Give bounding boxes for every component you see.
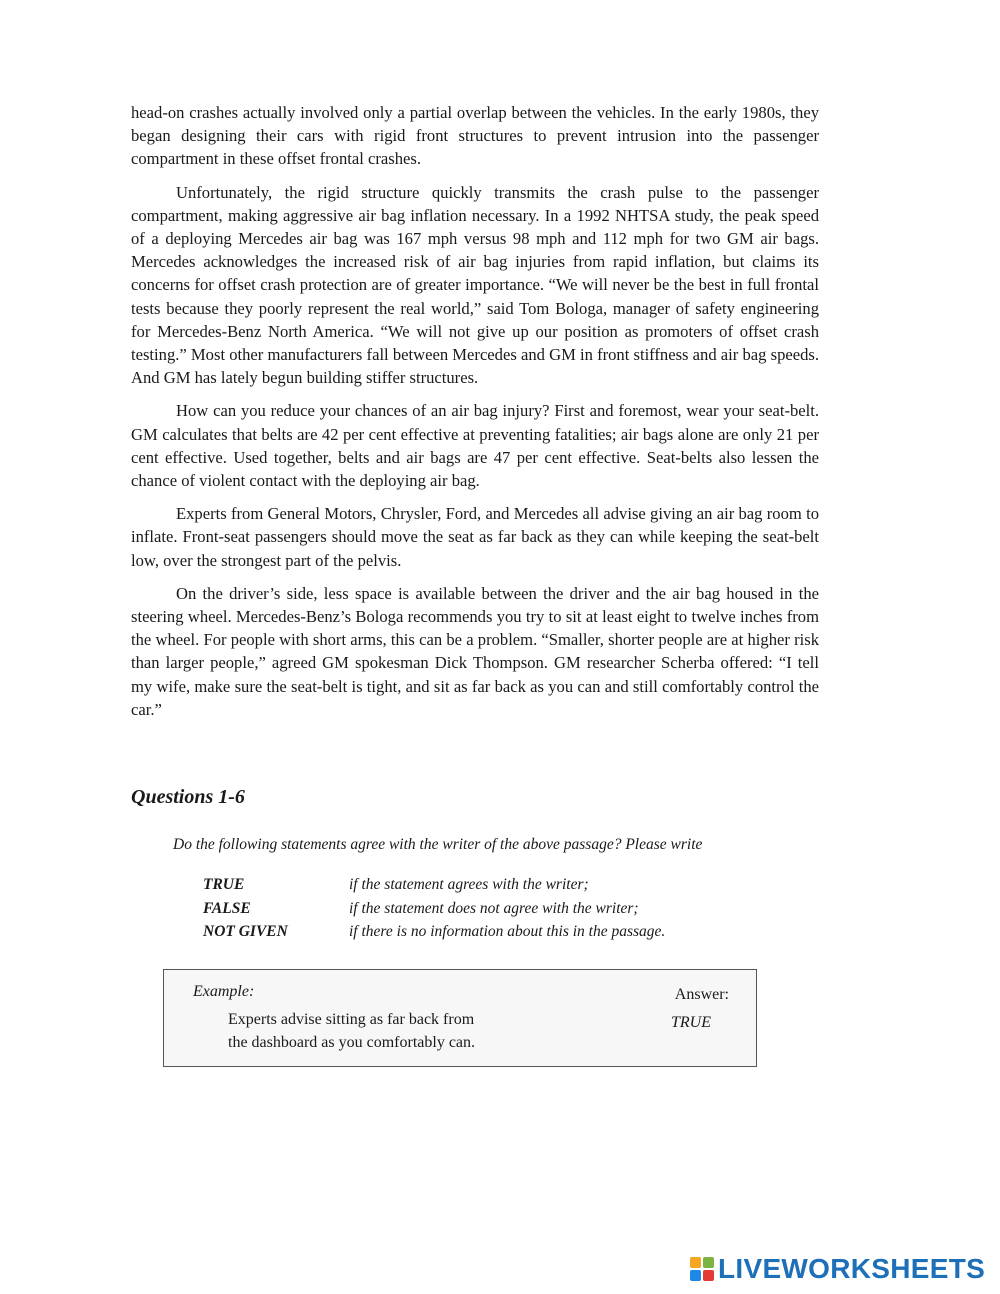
key-term: FALSE xyxy=(203,899,251,917)
liveworksheets-logo-icon xyxy=(690,1257,714,1281)
passage-paragraph-4: Experts from General Motors, Chrysler, Ford, and Mercedes all advise giving an air bag room to inflate. Front-seat passengers should move the seat as far back as they can while keeping the seat-belt low, over the strongest part of the pelvis. xyxy=(131,504,819,570)
logo-square-1 xyxy=(690,1257,701,1268)
questions-instruction: Do the following statements agree with the writer of the above passage? Please write xyxy=(173,836,703,853)
example-statement-line-2: the dashboard as you comfortably can. xyxy=(228,1033,476,1051)
liveworksheets-brand[interactable] xyxy=(690,1252,985,1286)
reading-passage xyxy=(131,101,819,731)
questions-heading: Questions 1-6 xyxy=(131,786,245,808)
passage-paragraph-1: head-on crashes actually involved only a partial overlap between the vehicles. In the early 1980s, they began designing their cars with rigid front structures to prevent intrusion into the passenger compartment in these offset frontal crashes. xyxy=(131,103,819,169)
example-answer-label: Answer: xyxy=(674,986,729,1003)
logo-square-2 xyxy=(703,1257,714,1268)
key-definition: if the statement does not agree with the writer; xyxy=(349,899,639,917)
key-row-not-given xyxy=(203,923,665,947)
key-term: NOT GIVEN xyxy=(203,923,288,940)
logo-square-3 xyxy=(690,1270,701,1281)
passage-paragraph-2: Unfortunately, the rigid structure quickly transmits the crash pulse to the passenger compartment, making aggressive air bag inflation necessary. In a 1992 NHTSA study, the peak speed of a deploying Mercedes air bag was 167 mph versus 98 mph and 112 mph for two GM air bags. Mercedes acknowledges the increased risk of air bag injuries from rapid inflation, but claims its concerns for offset crash protection are of greater importance. “We will never be the best in full frontal tests because they poorly represent the real world,” said Tom Bologa, manager of safety engineering for Mercedes-Benz North America. “We will not give up our position as promoters of offset crash testing.” Most other manufacturers fall between Mercedes and GM in front stiffness and air bag speeds. And GM has lately begun building stiffer structures. xyxy=(131,182,819,388)
answer-key-table xyxy=(203,876,665,947)
example-statement xyxy=(228,1009,538,1054)
brand-name: LIVEWORKSHEETS xyxy=(718,1253,986,1284)
passage-paragraph-3: How can you reduce your chances of an air bag injury? First and foremost, wear your seat-belt. GM calculates that belts are 42 per cent effective at preventing fatalities; air bags alone are only 21 per cent effective. Used together, belts and air bags are 47 per cent effective. Seat-belts also lessen the chance of violent contact with the deploying air bag. xyxy=(131,401,819,491)
key-definition: if there is no information about this in the passage. xyxy=(349,923,666,940)
example-statement-line-1: Experts advise sitting as far back from xyxy=(228,1011,475,1028)
key-definition: if the statement agrees with the writer; xyxy=(349,876,589,893)
key-row-true xyxy=(203,876,665,900)
example-box xyxy=(163,969,757,1067)
example-answer: TRUE xyxy=(671,1014,711,1031)
key-row-false xyxy=(203,900,665,924)
logo-square-4 xyxy=(703,1270,714,1281)
example-label: Example: xyxy=(193,983,255,1000)
passage-paragraph-5: On the driver’s side, less space is available between the driver and the air bag housed in the steering wheel. Mercedes-Benz’s Bologa recommends you try to sit at least eight to twelve inches from the wheel. For people with short arms, this can be a problem. “Smaller, shorter people are at higher risk than larger people,” agreed GM spokesman Dick Thompson. GM researcher Scherba offered: “I tell my wife, make sure the seat-belt is tight, and sit as far back as you can and still comfortably control the car.” xyxy=(131,583,819,719)
key-term: TRUE xyxy=(203,876,245,893)
